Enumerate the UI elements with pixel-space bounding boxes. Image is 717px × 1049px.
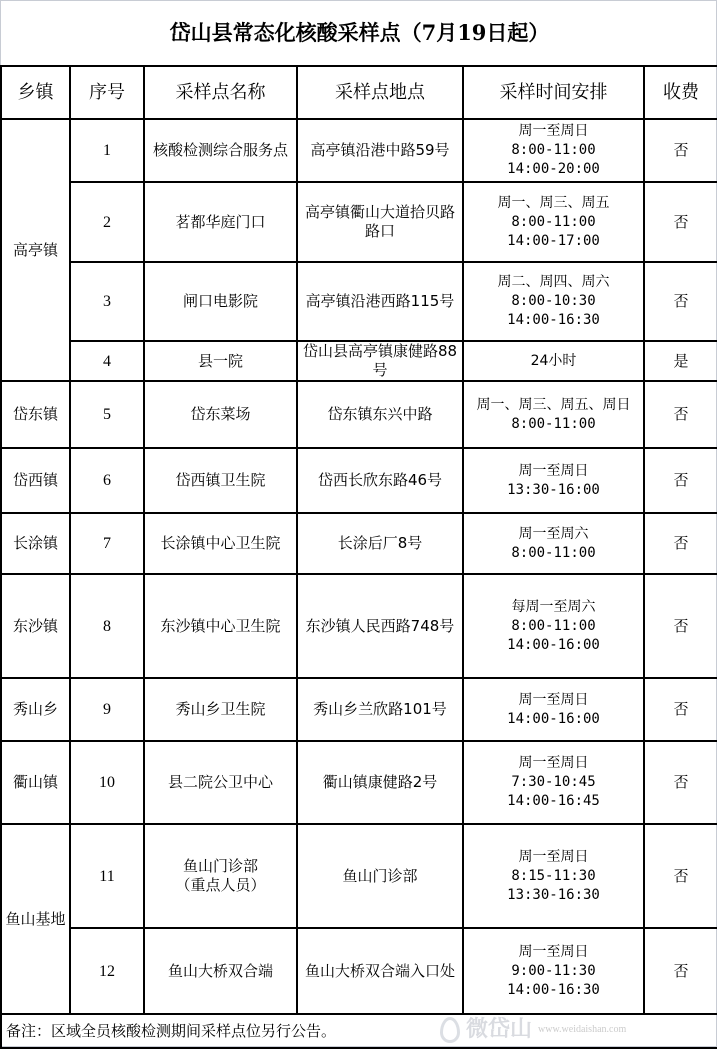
watermark-url: www.weidaishan.com	[538, 1024, 627, 1035]
address-cell	[297, 341, 463, 381]
text-line: 闸口电影院	[182, 292, 258, 310]
number-cell: 10	[70, 741, 144, 824]
address-cell	[297, 448, 463, 513]
site-name-cell	[144, 262, 297, 341]
site-name-cell	[144, 513, 297, 574]
text-line: 14:00-17:00	[507, 232, 600, 249]
address-cell	[297, 741, 463, 824]
header-address: 采样点地点	[297, 66, 463, 119]
address-cell	[297, 928, 463, 1014]
text-line: （重点人员）	[175, 876, 266, 894]
number-cell: 3	[70, 262, 144, 341]
table-row	[1, 824, 717, 928]
town-cell: 衢山镇	[1, 741, 70, 824]
address-cell	[297, 824, 463, 928]
text-line: 秀山乡兰欣路101号	[313, 700, 447, 718]
schedule-cell	[463, 262, 644, 341]
text-line: 东沙镇人民西路748号	[305, 616, 455, 635]
site-name-cell	[144, 119, 297, 182]
site-name-cell	[144, 381, 297, 448]
text-line: 周一至周日	[518, 123, 589, 139]
table-title: 岱山县常态化核酸采样点（7月19日起）	[1, 0, 717, 66]
table-row	[1, 741, 717, 824]
header-fee: 收费	[644, 66, 717, 119]
site-name-cell	[144, 448, 297, 513]
text-line: 岱西镇卫生院	[175, 471, 266, 489]
text-line: 衢山镇康健路2号	[322, 773, 438, 791]
number-cell: 6	[70, 448, 144, 513]
text-line: 长涂后厂8号	[337, 534, 423, 552]
text-line: 茗都华庭门口	[175, 212, 266, 231]
text-line: 周一至周六	[518, 525, 589, 542]
town-cell: 长涂镇	[1, 513, 70, 574]
text-line: 8:00-11:00	[511, 213, 596, 230]
number-cell: 8	[70, 574, 144, 678]
text-line: 14:00-16:30	[507, 312, 600, 328]
fee-cell: 否	[644, 678, 717, 741]
text-line: 14:00-16:30	[507, 981, 600, 998]
address-cell	[297, 119, 463, 182]
text-line: 周一、周三、周五、周日	[476, 396, 631, 413]
note-text: 备注：区域全员核酸检测期间采样点位另行公告。	[1, 1014, 717, 1048]
number-cell: 1	[70, 119, 144, 182]
droplet-logo-icon	[440, 1017, 460, 1043]
text-line: 岱西长欣东路46号	[317, 471, 443, 489]
fee-cell: 否	[644, 513, 717, 574]
table-row	[1, 513, 717, 574]
header-schedule: 采样时间安排	[463, 66, 644, 119]
text-line: 8:00-11:00	[511, 544, 596, 561]
text-line: 周一至周日	[518, 462, 589, 479]
fee-cell: 否	[644, 119, 717, 182]
header-number: 序号	[70, 66, 144, 119]
schedule-cell	[463, 341, 644, 381]
header-town: 乡镇	[1, 66, 70, 119]
number-cell: 7	[70, 513, 144, 574]
text-line: 14:00-16:45	[507, 793, 600, 809]
fee-cell: 否	[644, 381, 717, 448]
header-row	[1, 66, 717, 119]
text-line: 县二院公卫中心	[167, 773, 273, 791]
schedule-cell	[463, 381, 644, 448]
address-cell	[297, 262, 463, 341]
schedule-cell	[463, 182, 644, 262]
town-cell: 鱼山基地	[1, 824, 70, 1014]
text-line: 岱东菜场	[190, 405, 251, 423]
table-row	[1, 574, 717, 678]
fee-cell: 否	[644, 928, 717, 1014]
fee-cell: 否	[644, 448, 717, 513]
schedule-cell	[463, 741, 644, 824]
schedule-cell	[463, 928, 644, 1014]
text-line: 高亭镇沿港中路59号	[310, 141, 450, 159]
text-line: 每周一至周六	[511, 598, 596, 615]
text-line: 鱼山大桥双合端	[167, 961, 273, 980]
text-line: 岱山县高亭镇康健路88	[302, 342, 458, 360]
text-line: 号	[372, 361, 388, 379]
text-line: 长涂镇中心卫生院	[160, 534, 281, 552]
text-line: 24小时	[530, 352, 577, 369]
site-name-cell	[144, 741, 297, 824]
text-line: 8:00-11:00	[511, 142, 596, 158]
text-line: 14:00-16:00	[507, 710, 600, 727]
text-line: 东沙镇中心卫生院	[160, 616, 281, 635]
site-name-cell	[144, 824, 297, 928]
text-line: 岱东镇东兴中路	[327, 405, 433, 423]
site-name-cell	[144, 341, 297, 381]
address-cell	[297, 381, 463, 448]
site-name-cell	[144, 678, 297, 741]
schedule-cell	[463, 678, 644, 741]
text-line: 14:00-16:00	[507, 636, 600, 653]
fee-cell: 是	[644, 341, 717, 381]
text-line: 周一至周日	[518, 755, 589, 771]
table-row	[1, 381, 717, 448]
text-line: 周一、周三、周五	[497, 194, 610, 211]
fee-cell: 否	[644, 574, 717, 678]
schedule-cell	[463, 574, 644, 678]
text-line: 县一院	[197, 351, 243, 370]
text-line: 周一至周日	[518, 848, 589, 865]
text-line: 周一至周日	[518, 691, 589, 708]
table-row	[1, 182, 717, 262]
town-cell: 东沙镇	[1, 574, 70, 678]
number-cell: 2	[70, 182, 144, 262]
text-line: 8:00-11:00	[511, 415, 596, 432]
schedule-cell	[463, 119, 644, 182]
text-line: 周一至周日	[518, 943, 589, 960]
town-cell: 岱西镇	[1, 448, 70, 513]
number-cell: 12	[70, 928, 144, 1014]
text-line: 周二、周四、周六	[497, 274, 610, 290]
table-row	[1, 119, 717, 182]
site-name-cell	[144, 574, 297, 678]
text-line: 13:30-16:30	[507, 886, 600, 903]
text-line: 8:00-11:00	[511, 617, 596, 634]
text-line: 高亭镇沿港西路115号	[305, 292, 455, 310]
text-line: 13:30-16:00	[507, 481, 600, 498]
town-cell: 秀山乡	[1, 678, 70, 741]
text-line: 鱼山大桥双合端入口处	[304, 961, 455, 980]
text-line: 14:00-20:00	[507, 161, 600, 177]
text-line: 鱼山门诊部	[342, 866, 418, 885]
table-row	[1, 928, 717, 1014]
fee-cell: 否	[644, 182, 717, 262]
address-cell	[297, 182, 463, 262]
fee-cell: 否	[644, 824, 717, 928]
text-line: 高亭镇衢山大道拾贝路	[304, 203, 455, 221]
number-cell: 9	[70, 678, 144, 741]
table-row	[1, 678, 717, 741]
fee-cell: 否	[644, 262, 717, 341]
text-line: 核酸检测综合服务点	[152, 141, 288, 159]
number-cell: 4	[70, 341, 144, 381]
number-cell: 5	[70, 381, 144, 448]
address-cell	[297, 513, 463, 574]
address-cell	[297, 678, 463, 741]
text-line: 8:00-10:30	[511, 293, 596, 309]
text-line: 路口	[364, 222, 395, 240]
site-name-cell	[144, 182, 297, 262]
text-line: 8:15-11:30	[511, 867, 596, 884]
number-cell: 11	[70, 824, 144, 928]
town-cell: 岱东镇	[1, 381, 70, 448]
header-site-name: 采样点名称	[144, 66, 297, 119]
text-line: 秀山乡卫生院	[175, 700, 266, 718]
text-line: 7:30-10:45	[511, 774, 596, 790]
fee-cell: 否	[644, 741, 717, 824]
text-line: 9:00-11:30	[511, 962, 596, 979]
text-line: 鱼山门诊部	[182, 857, 258, 875]
address-cell	[297, 574, 463, 678]
town-cell: 高亭镇	[1, 119, 70, 381]
watermark-logo: 微岱山	[466, 1017, 533, 1042]
schedule-cell	[463, 824, 644, 928]
schedule-cell	[463, 448, 644, 513]
watermark	[440, 1015, 710, 1045]
site-name-cell	[144, 928, 297, 1014]
table-row	[1, 448, 717, 513]
schedule-cell	[463, 513, 644, 574]
table-row	[1, 262, 717, 341]
table-row	[1, 341, 717, 381]
